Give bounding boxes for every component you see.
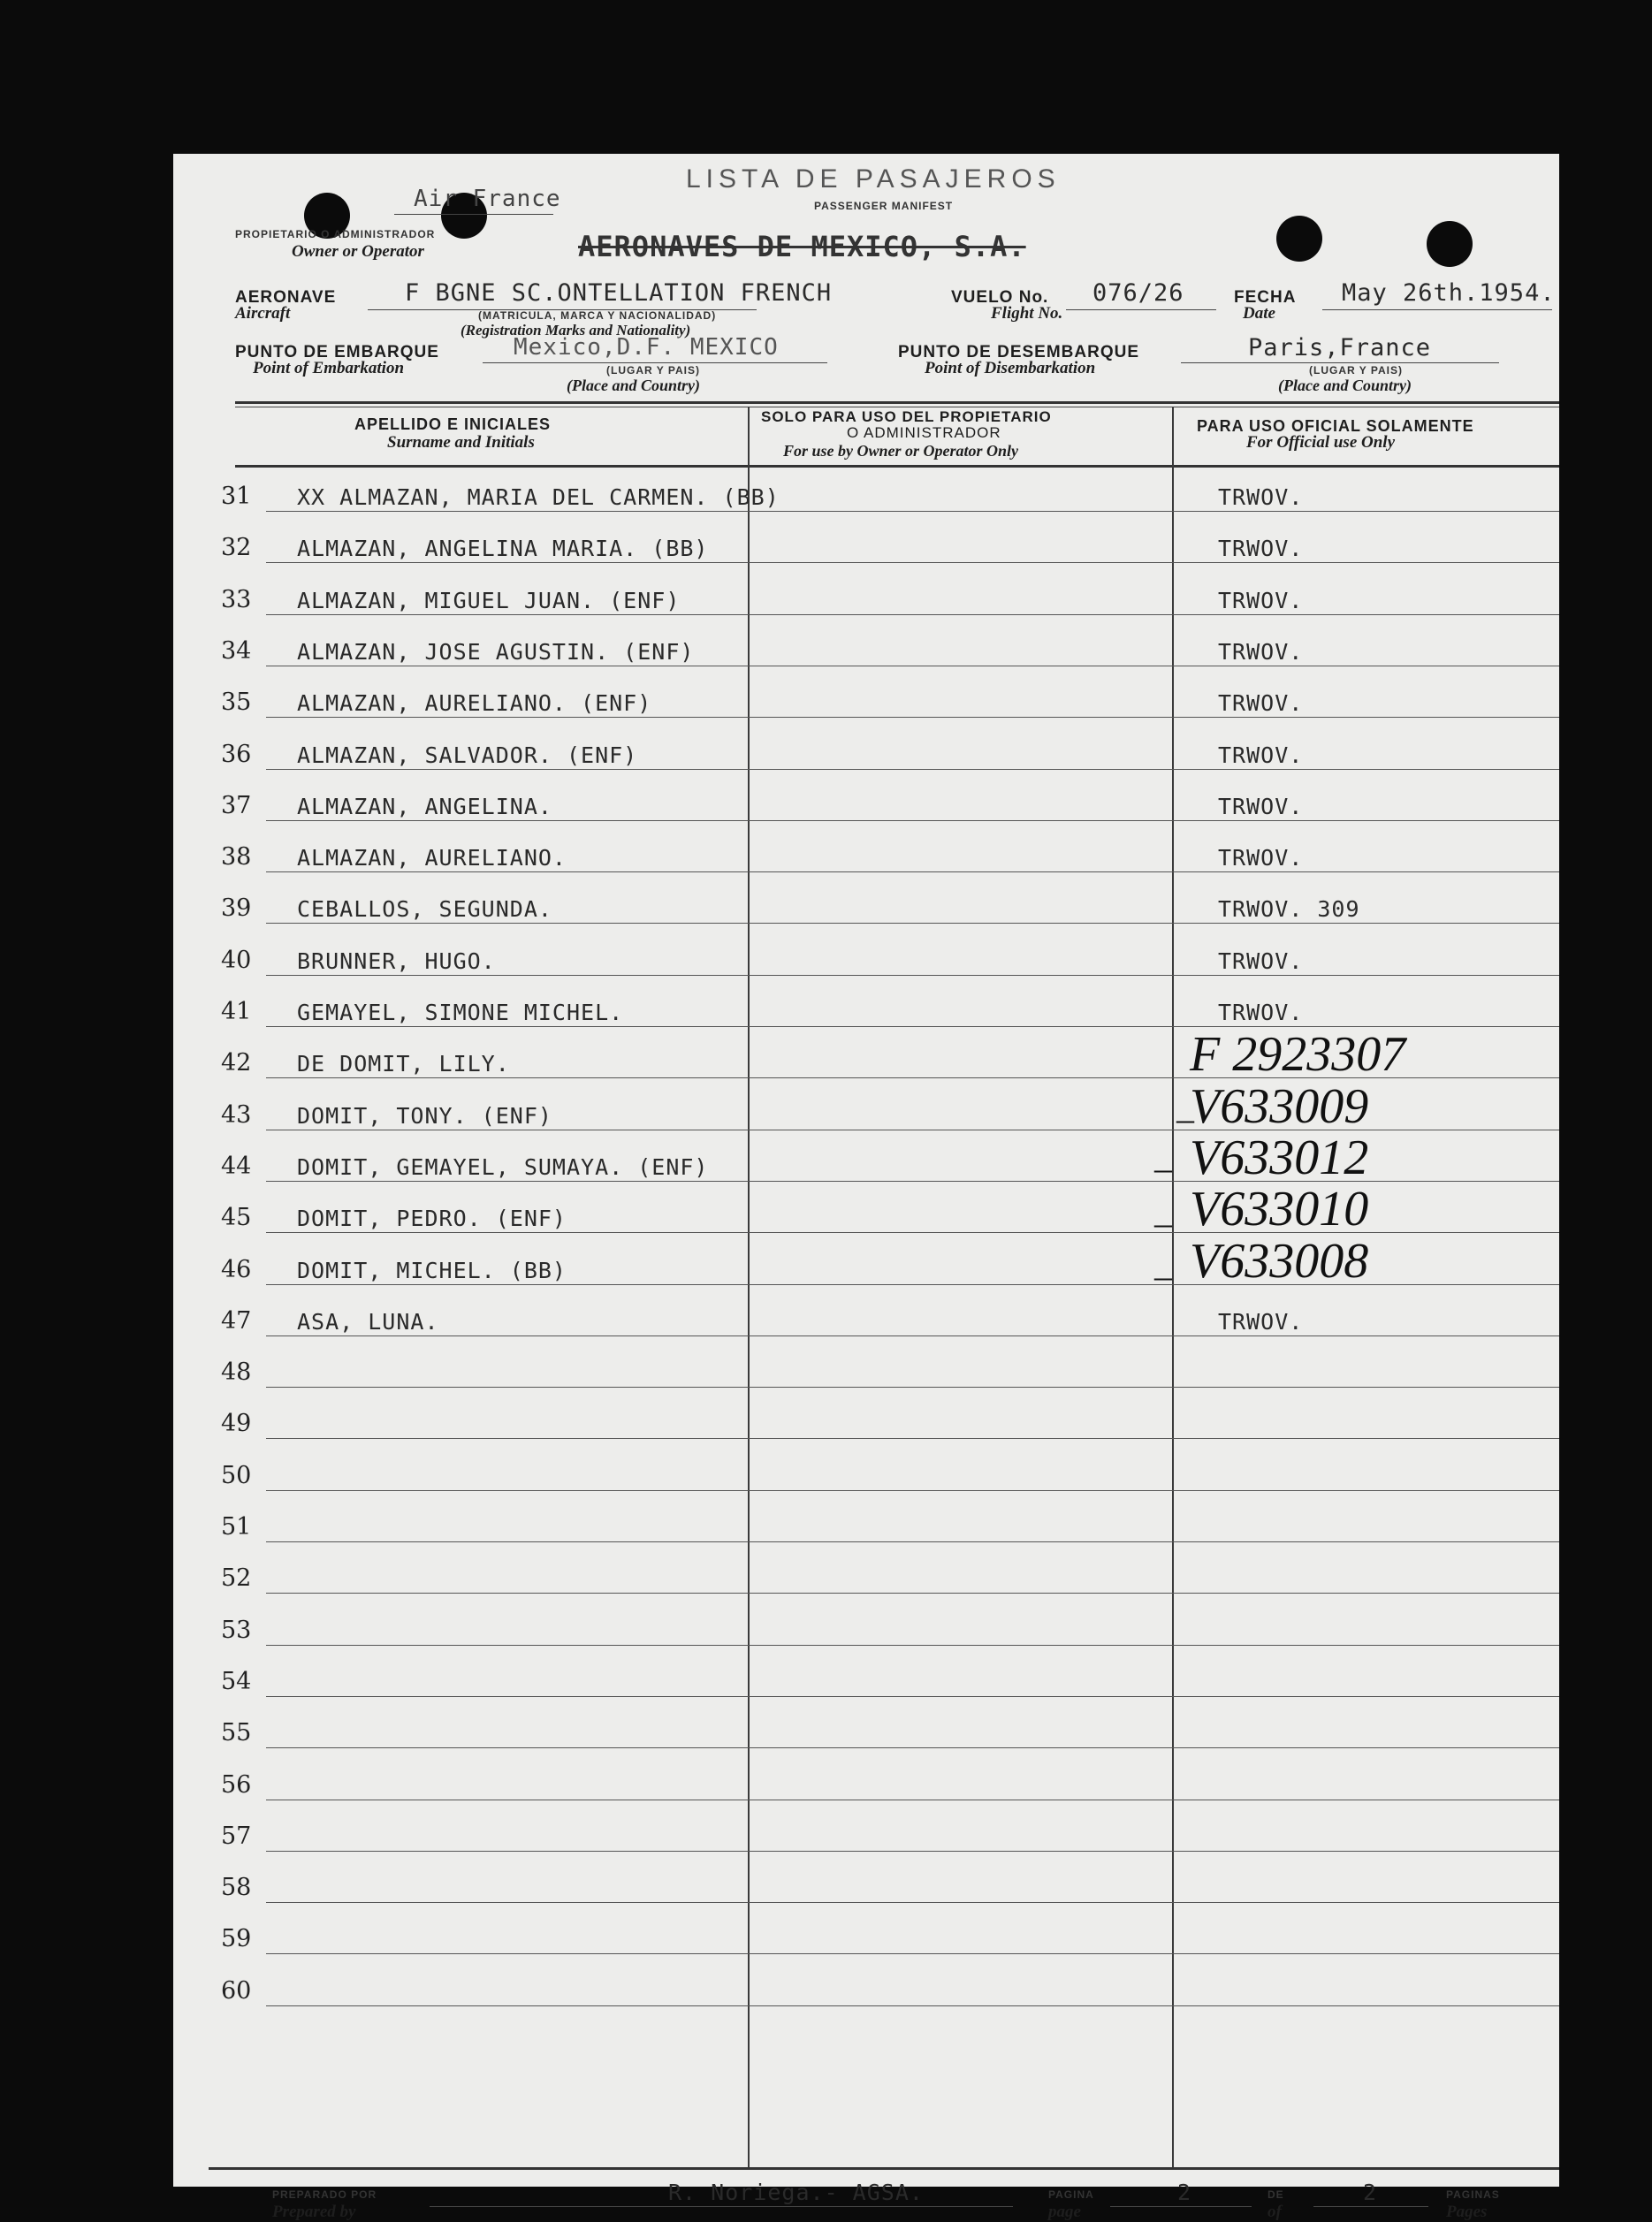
passenger-name: ASA, LUNA. xyxy=(297,1309,439,1335)
row-line xyxy=(266,1593,1559,1594)
passenger-name: ALMAZAN, JOSE AGUSTIN. (ENF) xyxy=(297,639,695,665)
prepared-label-en: Prepared by xyxy=(272,2203,356,2221)
passenger-name: ALMAZAN, AURELIANO. (ENF) xyxy=(297,690,652,716)
header-rule xyxy=(235,401,1559,404)
row-number: 56 xyxy=(221,1771,252,1799)
flight-label: VUELO No. xyxy=(951,288,1049,307)
row-number: 53 xyxy=(221,1617,252,1644)
row-line xyxy=(266,923,1559,924)
row-line xyxy=(266,820,1559,821)
official-use-entry: F 2923307 xyxy=(1190,1027,1406,1082)
disembark-sub: (LUGAR Y PAIS) xyxy=(1309,364,1404,377)
disembark-underline xyxy=(1181,362,1499,363)
col-owner-header: SOLO PARA USO DEL PROPIETARIO xyxy=(761,408,1052,425)
handwritten-dash: – xyxy=(1176,1099,1194,1138)
official-use-entry: TRWOV. xyxy=(1218,690,1304,716)
official-use-entry: V633010 xyxy=(1190,1182,1369,1237)
handwritten-dash: – xyxy=(1154,1148,1172,1188)
row-number: 37 xyxy=(221,792,252,819)
official-use-entry: TRWOV. xyxy=(1218,639,1304,665)
col-surname-header-en: Surname and Initials xyxy=(387,433,535,452)
row-number: 55 xyxy=(221,1719,252,1746)
passenger-name: CEBALLOS, SEGUNDA. xyxy=(297,896,552,922)
passenger-name: ALMAZAN, ANGELINA. xyxy=(297,794,552,819)
official-use-entry: V633008 xyxy=(1190,1234,1369,1289)
row-number: 33 xyxy=(221,586,252,613)
official-use-entry: TRWOV. xyxy=(1218,1309,1304,1335)
pages-label: PAGINAS xyxy=(1446,2188,1500,2201)
owner-underline xyxy=(394,214,553,215)
flight-underline xyxy=(1066,309,1216,310)
column-divider xyxy=(748,407,750,2169)
aircraft-label-en: Aircraft xyxy=(235,304,291,323)
manifest-sheet xyxy=(173,154,1559,2221)
row-number: 45 xyxy=(221,1204,252,1231)
prepared-underline xyxy=(430,2206,1013,2207)
row-number: 32 xyxy=(221,534,252,561)
passenger-name: ALMAZAN, ANGELINA MARIA. (BB) xyxy=(297,536,709,561)
row-number: 43 xyxy=(221,1101,252,1129)
date-value: May 26th.1954. xyxy=(1342,279,1556,307)
row-line xyxy=(266,1387,1559,1388)
row-number: 48 xyxy=(221,1358,252,1386)
row-line xyxy=(266,562,1559,563)
passenger-name: DOMIT, GEMAYEL, SUMAYA. (ENF) xyxy=(297,1154,709,1180)
column-header-rule xyxy=(235,465,1559,468)
disembark-label-en: Point of Disembarkation xyxy=(925,359,1096,377)
passenger-name: ALMAZAN, SALVADOR. (ENF) xyxy=(297,742,638,768)
embark-sub-en: (Place and Country) xyxy=(567,377,700,394)
date-underline xyxy=(1322,309,1552,310)
row-line xyxy=(266,1490,1559,1491)
col-owner-header-2: O ADMINISTRADOR xyxy=(847,424,1001,441)
row-number: 31 xyxy=(221,483,252,510)
disembark-label: PUNTO DE DESEMBARQUE xyxy=(898,343,1140,361)
owner-label-en: Owner or Operator xyxy=(292,242,424,261)
embark-value: Mexico,D.F. MEXICO xyxy=(514,334,779,361)
row-line xyxy=(266,1953,1559,1954)
page-underline xyxy=(1110,2206,1252,2207)
document-title: LISTA DE PASAJEROS xyxy=(686,164,1061,194)
passenger-name: ALMAZAN, MIGUEL JUAN. (ENF) xyxy=(297,588,681,613)
of-underline xyxy=(1313,2206,1428,2207)
row-number: 40 xyxy=(221,947,252,974)
row-number: 50 xyxy=(221,1462,252,1489)
row-line xyxy=(266,511,1559,512)
handwritten-dash: – xyxy=(1154,1203,1172,1243)
row-number: 49 xyxy=(221,1410,252,1437)
official-use-entry: TRWOV. xyxy=(1218,1000,1304,1025)
row-line xyxy=(266,1747,1559,1748)
owner-label: PROPIETARIO O ADMINISTRADOR xyxy=(235,228,436,240)
row-number: 59 xyxy=(221,1925,252,1952)
row-number: 60 xyxy=(221,1977,252,2005)
flight-value: 076/26 xyxy=(1092,279,1184,307)
row-number: 52 xyxy=(221,1564,252,1592)
official-use-entry: TRWOV. xyxy=(1218,588,1304,613)
row-number: 44 xyxy=(221,1153,252,1180)
official-use-entry: TRWOV. xyxy=(1218,742,1304,768)
official-use-entry: TRWOV. xyxy=(1218,484,1304,510)
row-number: 51 xyxy=(221,1513,252,1541)
passenger-name: GEMAYEL, SIMONE MICHEL. xyxy=(297,1000,624,1025)
page-value: 2 xyxy=(1177,2180,1192,2205)
footer-rule xyxy=(209,2167,1559,2170)
row-line xyxy=(266,2005,1559,2006)
official-use-entry: TRWOV. 309 xyxy=(1218,896,1360,922)
aircraft-sub: (MATRICULA, MARCA Y NACIONALIDAD) xyxy=(478,309,717,322)
row-line xyxy=(266,975,1559,976)
embark-underline xyxy=(483,362,827,363)
row-number: 46 xyxy=(221,1256,252,1283)
row-number: 47 xyxy=(221,1307,252,1335)
official-use-entry: V633012 xyxy=(1190,1130,1369,1185)
row-number: 38 xyxy=(221,843,252,871)
embark-label: PUNTO DE EMBARQUE xyxy=(235,343,439,361)
row-number: 54 xyxy=(221,1668,252,1695)
row-number: 57 xyxy=(221,1822,252,1850)
passenger-name: BRUNNER, HUGO. xyxy=(297,948,496,974)
punch-hole xyxy=(1276,216,1322,262)
row-number: 34 xyxy=(221,637,252,665)
embark-label-en: Point of Embarkation xyxy=(253,359,405,377)
row-number: 41 xyxy=(221,998,252,1025)
page-label-en: page xyxy=(1048,2203,1081,2221)
row-number: 58 xyxy=(221,1874,252,1901)
row-line xyxy=(266,769,1559,770)
aircraft-sub-en: (Registration Marks and Nationality) xyxy=(461,322,691,339)
column-divider xyxy=(1172,407,1174,2169)
col-surname-header: APELLIDO E INICIALES xyxy=(354,415,552,433)
date-label-en: Date xyxy=(1243,304,1275,323)
page-label: PAGINA xyxy=(1048,2188,1094,2201)
flight-label-en: Flight No. xyxy=(991,304,1063,323)
passenger-name: DE DOMIT, LILY. xyxy=(297,1051,510,1077)
passenger-name: DOMIT, TONY. (ENF) xyxy=(297,1103,552,1129)
row-line xyxy=(266,1696,1559,1697)
official-use-entry: TRWOV. xyxy=(1218,794,1304,819)
of-label-en: of xyxy=(1268,2203,1282,2221)
pages-label-en: Pages xyxy=(1446,2203,1488,2221)
passenger-name: DOMIT, PEDRO. (ENF) xyxy=(297,1206,567,1231)
passenger-name: ALMAZAN, AURELIANO. xyxy=(297,845,567,871)
row-line xyxy=(266,1902,1559,1903)
aircraft-value: F BGNE SC.ONTELLATION FRENCH xyxy=(405,279,833,307)
date-label: FECHA xyxy=(1234,288,1297,307)
col-official-header-en: For Official use Only xyxy=(1246,433,1396,452)
embark-sub: (LUGAR Y PAIS) xyxy=(606,364,701,377)
of-label: DE xyxy=(1268,2188,1284,2201)
col-owner-header-en: For use by Owner or Operator Only xyxy=(783,442,1019,460)
struck-operator-name: AERONAVES DE MEXICO, S.A. xyxy=(578,230,1026,263)
aircraft-label: AERONAVE xyxy=(235,288,337,307)
row-number: 39 xyxy=(221,894,252,922)
row-number: 36 xyxy=(221,741,252,768)
official-use-entry: V633009 xyxy=(1190,1079,1369,1134)
document-subtitle: PASSENGER MANIFEST xyxy=(814,200,954,212)
row-line xyxy=(266,1851,1559,1852)
row-line xyxy=(266,614,1559,615)
row-line xyxy=(266,1645,1559,1646)
row-number: 35 xyxy=(221,689,252,716)
disembark-sub-en: (Place and Country) xyxy=(1278,377,1412,394)
owner-value: Air France xyxy=(414,186,561,212)
row-line xyxy=(266,871,1559,872)
official-use-entry: TRWOV. xyxy=(1218,536,1304,561)
of-value: 2 xyxy=(1363,2180,1378,2205)
passenger-name: XX ALMAZAN, MARIA DEL CARMEN. (BB) xyxy=(297,484,780,510)
col-official-header: PARA USO OFICIAL SOLAMENTE xyxy=(1197,417,1474,435)
official-use-entry: TRWOV. xyxy=(1218,845,1304,871)
passenger-name: DOMIT, MICHEL. (BB) xyxy=(297,1258,567,1283)
prepared-label: PREPARADO POR xyxy=(272,2188,377,2201)
row-line xyxy=(266,1335,1559,1336)
disembark-value: Paris,France xyxy=(1248,334,1432,361)
row-line xyxy=(266,1438,1559,1439)
row-number: 42 xyxy=(221,1049,252,1077)
punch-hole xyxy=(1427,221,1473,267)
row-line xyxy=(266,717,1559,718)
handwritten-dash: – xyxy=(1154,1256,1172,1296)
official-use-entry: TRWOV. xyxy=(1218,948,1304,974)
row-line xyxy=(266,1541,1559,1542)
prepared-value: R. Noriega.- AGSA. xyxy=(668,2180,924,2205)
